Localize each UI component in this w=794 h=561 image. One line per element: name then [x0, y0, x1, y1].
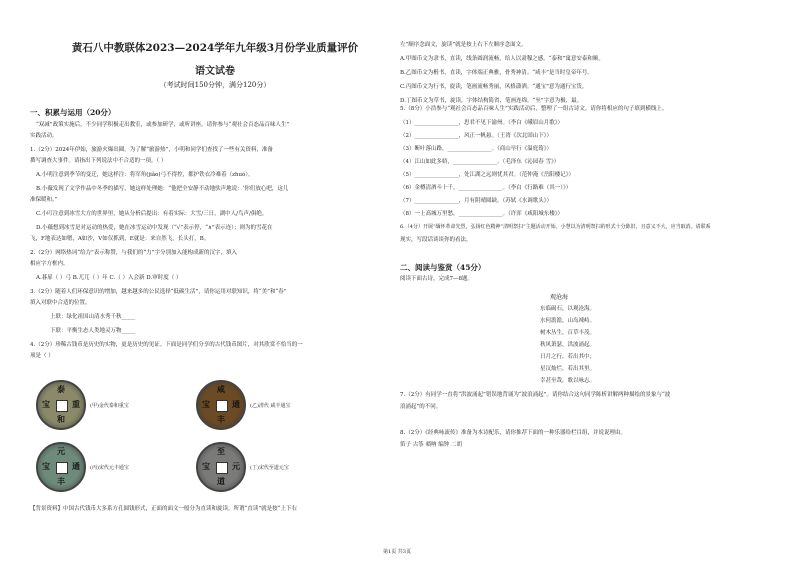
text-line: 6.（4分）开展“缅怀革命先烈，弘扬红色精神”清明祭扫”主题活动开始。小慧以为清明祭扫的形式十分陈旧，且意义不大，应当取消。请联系: [400, 224, 711, 230]
text-line: （8）一上高城万里愁，________________。（许浑《咸阳城东楼》）: [400, 211, 564, 217]
coin-glyph: 宝: [202, 399, 210, 409]
coin-glyph: 重: [72, 399, 80, 409]
text-line: 2.（2分）网络热词“给力”表示称赞，与我们的“力”字分别加入能构成新的汉字，填入: [30, 250, 237, 256]
text-line: 8.（2分）《经典咏流传》准备为本诗配乐，请你推荐下面的一种乐器给栏目组，并说说理由。: [400, 430, 626, 436]
text-line: （3）断叶落山路，________________。（商山早行《温庭筠》）: [400, 146, 553, 152]
text-line: 7.（2分）有同学一直将“洪波涌起”错误地背诵为“波浪涌起”。请你结合这句同学陈析讲解两种描绘的景象与“波: [400, 392, 671, 398]
text-line: 左”顺序念面文，旋读”就是按上右下左顺序念面文。: [400, 42, 527, 48]
text-line: （2）________________，风正一帆悬。（王湾《次北固山下》）: [400, 133, 553, 139]
exam-info: （考试时间150分钟，满分120分）: [159, 81, 271, 89]
text-line: A.暮扉（ ）弓 B.兀兀（ ）年 C.（ ）入会新 D.审时度（ ）: [36, 275, 182, 281]
coin-glyph: 宝: [42, 399, 50, 409]
coin-glyph: 元: [57, 446, 65, 456]
section-heading-2: 二、阅读与鉴赏（45分）: [400, 263, 486, 272]
section-heading-1: 一、积累与运用（20分）: [30, 108, 116, 117]
coin-glyph: 通: [232, 399, 240, 409]
coin-caption: (丁)宋代至道元宝: [250, 465, 289, 471]
instrument-options: 笛子 古筝 唢呐 编钟 二胡: [400, 442, 462, 448]
coin-glyph: 道: [217, 476, 225, 486]
background-note: 【背景资料】中国古代钱币大多系方孔圆钱形式，正面的面文一般分为直读和旋读。所谓“直读”就是按“上下右: [30, 506, 297, 512]
text-line: 准保暖和。”: [30, 197, 58, 203]
coin-image-jia: [36, 380, 86, 430]
text-line: 浪涌起”的不同。: [400, 404, 442, 410]
text-line: C.丙图币文为行书，旋读，笔画流畅秀丽，风格潇洒。“通宝”意为通行宝货。: [400, 84, 588, 90]
text-line: （1）________________，思君不见下渝州。（李白《峨眉山月歌》）: [400, 120, 564, 126]
text-line: 上联：绿化祖国山清水秀千秋_____: [50, 314, 136, 320]
exam-subtitle: 语文试卷: [195, 66, 235, 77]
text-line: 3.（2分）随着人们环保意识的增加，越来越多的公民选择“低碳生活”，请你运用对联知识，将“美”和“春”: [30, 289, 287, 295]
coin-glyph: 丰: [57, 476, 65, 486]
coin-glyph: 咸: [217, 384, 225, 394]
coin-glyph: 元: [232, 461, 240, 471]
poem-line: 水何澹澹，山岛竦峙。: [540, 318, 596, 324]
text-line: （4）江山如此多娇，________________。（毛泽东《沁园春 雪》）: [400, 159, 560, 165]
coin-hole: [216, 400, 228, 412]
page-footer: 第1页 共3页: [383, 549, 411, 555]
exam-title: 黄石八中教联体2023—2024学年九年级3月份学业质量评价: [71, 42, 359, 54]
text-line: 填入对联中合适的位置。: [30, 300, 91, 306]
text-line: 5.（8分）小浩参与“观社会百态品百味人生”实践活动后，整理了一组古诗文。请你将相应的句子填到横线上。: [400, 106, 668, 112]
text-line: （5）________________，处江湖之远则忧其君。（范仲淹《岳阳楼记》）: [400, 172, 575, 178]
text-line: 飞，F地表达如嗯，A如沙，V如仅抓到，E就是：来自然飞，长头打，B。: [30, 236, 210, 242]
poem-line: 秋风萧瑟，洪波涌起。: [540, 342, 596, 348]
text-line: （6）金樽清酒斗十千，________________。（李白《行路难（其一）》）: [400, 185, 572, 191]
text-line: 1.（2分）2024年伊始，旅游火爆出圈。为了解“旅游热”，小明和同学们查找了一些有关资料，准备: [30, 147, 273, 153]
coin-glyph: 宝: [42, 461, 50, 471]
coin-glyph: 泰: [57, 384, 65, 394]
coin-caption: (甲)金代泰和重宝: [90, 403, 129, 409]
coin-image-ding: [196, 442, 246, 492]
coin-image-yi: [196, 380, 246, 430]
text-line: B.小薇发现了文学作品中冬季的描写，她这样处理她：“他把全安静不动地驮声地说：‘你们放心吧，这儿: [36, 186, 289, 192]
text-line: D.丁图币文为草书，旋读，字体结构简省，笔画连绵。“至”字意为极、最。: [400, 98, 583, 104]
poem-line: 星汉灿烂，若出其里。: [540, 366, 596, 372]
poem-line: 幸甚至哉，歌以咏志。: [540, 378, 596, 384]
text-line: “双减”政策实施后，不少同学积极走出教室，或参加研学，或听讲座。请你参与“观社会百态品百味人生”: [36, 122, 290, 128]
coin-caption: (丙)宋代元丰通宝: [90, 465, 129, 471]
text-line: 撰写调查大事件。请指出下列说法中不合适的一项。（ ）: [30, 158, 167, 164]
coin-glyph: 至: [217, 446, 225, 456]
text-line: 实践活动。: [30, 133, 58, 139]
coin-hole: [216, 462, 228, 474]
poem-line: 树木丛生，百草丰茂。: [540, 330, 596, 336]
coin-image-bing: [36, 442, 86, 492]
text-line: 项是（ ）: [30, 353, 54, 359]
coin-glyph: 宝: [202, 461, 210, 471]
coin-glyph: 通: [72, 461, 80, 471]
text-line: D.小薇想到冰雪是对运动的热爱，她在冰雪运动中发现（“√”表示停，“∧”表示连）；则为的雪花在: [36, 225, 273, 231]
coin-glyph: 丰: [217, 414, 225, 424]
text-line: 相应字方框内。: [30, 261, 69, 267]
reading-intro: 阅读下面古诗，完成7—8题。: [400, 276, 473, 282]
coin-hole: [56, 400, 68, 412]
text-line: 现实，写段话谈谈你的看法。: [400, 237, 472, 243]
text-line: A.小明注意到季节的变迁，她这样注：将军角(jiǎo)弓不得控，都护铁衣冷难着（zhuó）。: [36, 172, 254, 178]
poem-title: 观沧海: [550, 294, 569, 301]
text-line: A.甲图币文为隶书，直读，线条圆润流畅，给人以肃穆之感。“泰和”寓意安泰和顺。: [400, 56, 604, 62]
poem-line: 日月之行，若出其中；: [540, 354, 596, 360]
text-line: 4.（2分）珍稀古钱币是历史的实物，更是历史的见证。下面是同学们分享的古代钱币图片，对其欣赏不恰当的一: [30, 342, 303, 348]
coin-caption: (乙)清代 咸丰通宝: [250, 403, 291, 409]
text-line: （7）________________，月有阴晴圆缺。（苏轼《水调歌头》）: [400, 198, 553, 204]
poem-line: 东临碣石，以观沧海。: [540, 306, 596, 312]
text-line: B.乙图币文为楷书，直读，字体端正典雅，骨秀神清。“咸丰”是当时皇帝年号。: [400, 70, 593, 76]
text-line: C.小叮注意到冰雪大方的世界里，她从分析后提出：有着实际：大雪/三日，湖中人/鸟声/俱绝。: [36, 211, 268, 217]
coin-glyph: 和: [57, 414, 65, 424]
text-line: 下联：平衡生态人类地灵万物_____: [50, 328, 136, 334]
coin-hole: [56, 462, 68, 474]
